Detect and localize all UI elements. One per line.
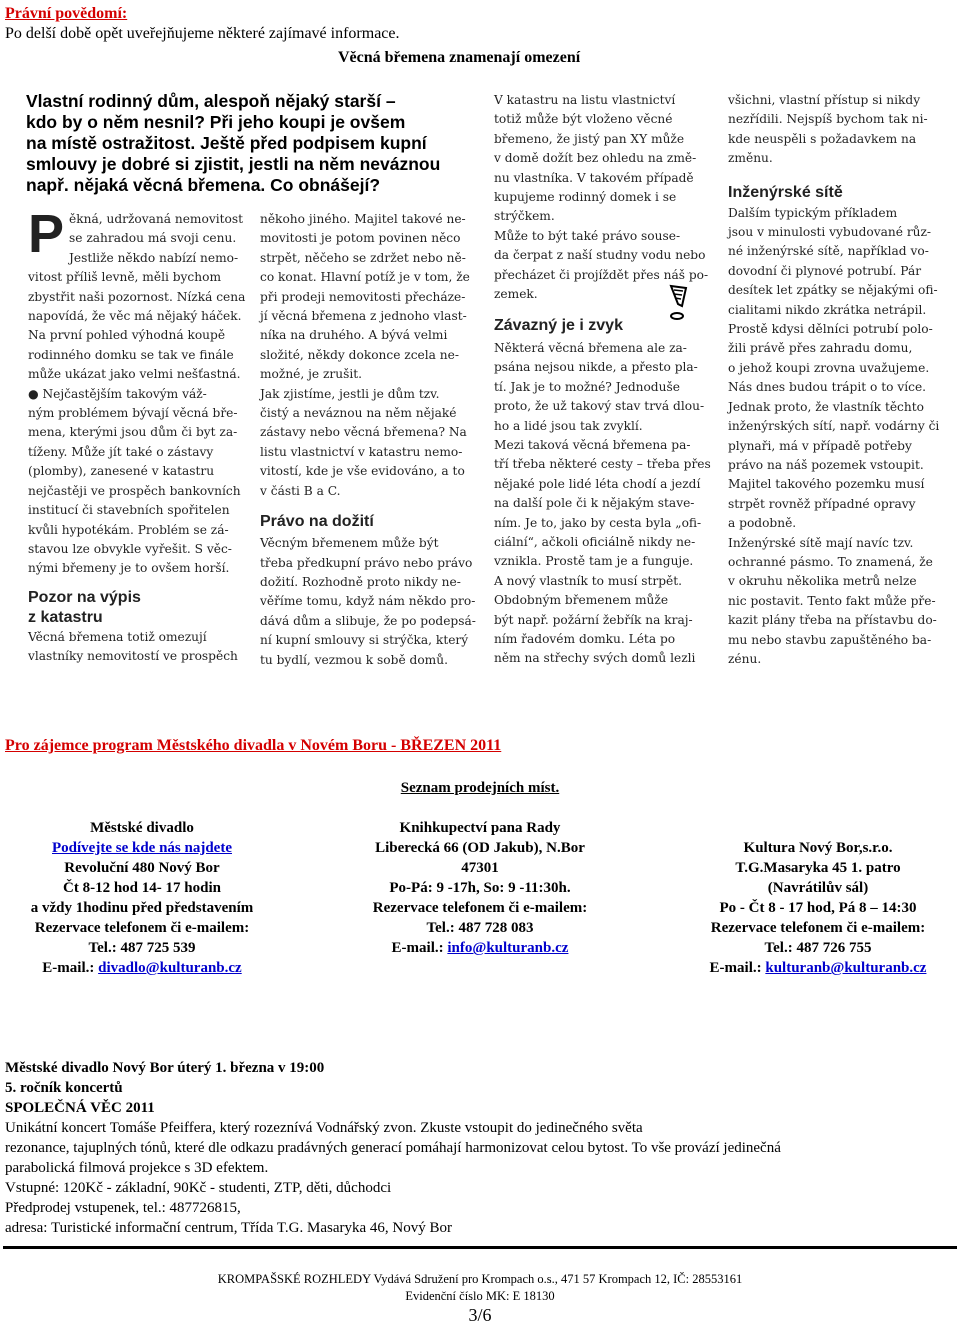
clipping-column-3 [494,91,714,669]
event-text-line: parabolická filmová projekce s 3D efektem. [5,1160,269,1176]
clipping-column-4 [728,91,946,669]
text-line: nezřídili. Nejspíš bychom tak ni- [728,112,928,127]
text-line: v části B a C. [260,483,341,498]
text-line: ho a lidé jsou tak zvyklí. [494,418,643,433]
headline-line: např. nějaká věcná břemena. Co obnášejí? [26,175,381,195]
footer [0,1271,960,1305]
text-line: v domě dožít bez ohledu na změ- [494,151,697,166]
text-line: na další pole či k nějakým stave- [494,496,695,511]
text-line: rodinného domku se tak ve finále [28,347,234,362]
outlet-line: Revoluční 480 Nový Bor [64,860,220,876]
text-line: Obdobným břemenem může [494,593,669,608]
text-line: A nový vlastník to musí strpět. [494,573,683,588]
text-line: přecházet či projíždět přes náš po- [494,267,709,282]
subhead-zvyk-wrap [494,316,714,336]
email-link-knihkupectvi[interactable]: info@kulturanb.cz [447,940,569,956]
text-line: cialitami nikdo zkrátka netrápil. [728,302,927,317]
outlet-line: Tel.: 487 725 539 [88,940,196,956]
text-line: ním řadovém domku. Léta po [494,631,676,646]
event-block [5,1058,955,1238]
outlet-email-line [676,958,960,978]
text-line: nými břemeny je to ovšem horší. [28,561,230,576]
email-link-divadlo[interactable]: divadlo@kulturanb.cz [98,960,242,976]
outlet-email-line [0,958,284,978]
clipping-column-1 [28,204,248,667]
text-line: nic postavit. Tento fakt může pře- [728,593,936,608]
newspaper-clipping [0,80,960,700]
text-line: plynaři, má v případě potřeby [728,438,912,453]
text-line: vlastníky nemovitostí ve prospěch [28,649,238,664]
headline-line: na místě ostražitost. Ještě před podpisem kupní [26,133,427,153]
text-line: Na první pohled výhodná koupě [28,328,226,343]
outlet-email-line [320,938,640,958]
text-line: ochranné pásmo. To znamená, že [728,554,933,569]
text-line: strpět, něčeho se zdržet nebo ně- [260,250,466,265]
text-line: kde neuspěli s požadavkem na [728,131,917,146]
text-line: kupujeme rodinný domek i se [494,190,677,205]
text-line: napovídá, že věc má nějaký háček. [28,309,242,324]
text-line: níka na druhého. A bývá velmi [260,328,448,343]
text-line: (plomby), zanesené v katastru [28,464,215,479]
text-line: ● Nejčastějším takovým váž- [28,386,207,401]
text-line: institucí či stavebních spořitelen [28,503,230,518]
text-line: vitost příliš levně, měli bychom [28,270,221,285]
text-line: stavou lze obvykle vyřešit. S věc- [28,541,232,556]
text-line: listu vlastnictví v katastru nemo- [260,444,463,459]
footer-registration: Evidenční číslo MK: E 18130 [405,1289,555,1303]
outlet-line: Tel.: 487 728 083 [426,920,534,936]
clipping-column-2 [260,210,480,670]
text-line: ní kupní smlouvy si strýčka, který [260,633,469,648]
text-line: složité, někdy dokonce zcela ne- [260,347,459,362]
outlet-knihkupectvi [320,818,640,958]
text-line: v okruhu několika metrů nelze [728,574,917,589]
subhead-pozor [28,588,248,628]
subhead-inzenyrske: Inženýrské sítě [728,183,843,201]
text-line: da čerpat z naší studny vodu nebo [494,248,706,263]
text-line: Mezi taková věcná břemena pa- [494,437,691,452]
text-line: kvůli hypotékám. Problém se zá- [28,522,229,537]
text-line: zbystřit naši pozornost. Nízká cena [28,289,246,304]
text-line: ciální“, ačkoli oficiálně nikdy ne- [494,534,696,549]
text-line: nějaké pole lidé léta chodí a jezdí [494,476,701,491]
text-line: Prostě kdysi dělníci potrubí polo- [728,322,933,337]
text-line: o jehož koupi zrovna uvažujeme. [728,360,930,375]
outlet-line: Liberecká 66 (OD Jakub), N.Bor [375,840,585,856]
event-venue-date: Městské divadlo Nový Bor úterý 1. března v 19:00 [5,1060,325,1076]
program-title: Pro zájemce program Městského divadla v Novém Boru - BŘEZEN 2011 [5,737,502,754]
text-line: tu bydlí, vezmou k sobě domů. [260,652,448,667]
text-line: Jestliže někdo nabízí nemo- [69,250,239,265]
footer-publisher: KROMPAŠSKÉ ROZHLEDY Vydává Sdružení pro Krompach o.s., 471 57 Krompach 12, IČ: 28553161 [217,1272,743,1286]
page-number: 3/6 [468,1305,492,1325]
subhead-line: z katastru [28,608,103,626]
text-line: věříme tomu, když nám někdo pro- [260,594,476,609]
event-text-line: rezonance, tajuplných tónů, které dle odkazu pradávných generací pomáhají harmonizovat celou bytost. To vše provází jedinečná [5,1140,781,1156]
headline-line: smlouvy je dobré si zjistit, jestli na něm neváznou [26,154,441,174]
outlet-line: Rezervace telefonem či e-mailem: [34,920,250,936]
text-line: zénu. [728,651,762,666]
text-line: kazit plány třeba na přístavbu do- [728,613,937,628]
text-line: tí. Jak je to možné? Jednoduše [494,379,680,394]
text-line: proto, že už takový stav trvá dlou- [494,399,705,414]
text-line: může ukázat jako velmi nešťastná. [28,367,241,382]
text-line: jsou v minulosti vybudované růz- [728,225,932,240]
text-line: strýčkem. [494,209,555,224]
event-text-line: adresa: Turistické informační centrum, Třída T.G. Masaryka 46, Nový Bor [5,1220,452,1236]
headline-line: kdo by o něm nesnil? Při jeho koupi je ovšem [26,112,406,132]
event-text-line: Vstupné: 120Kč - základní, 90Kč - studenti, ZTP, děti, důchodci [5,1180,392,1196]
subhead-line: Pozor na výpis [28,588,141,606]
outlet-line: Rezervace telefonem či e-mailem: [710,920,926,936]
text-line: psána nejsou nikde, a přesto pla- [494,360,698,375]
text-line: né inženýrské sítě, například vo- [728,244,929,259]
text-line: ním. Je to, jako by cesta byla „ofi- [494,515,702,530]
section-title: Právní povědomí: [5,5,128,22]
event-text-line: Unikátní koncert Tomáše Pfeiffera, který rozeznívá Vodnářský zvon. Zkuste vstoupit do jedinečného světa [5,1120,643,1136]
text-line: Některá věcná břemena ale za- [494,340,687,355]
headline-line: Vlastní rodinný dům, alespoň nějaký starší – [26,91,396,111]
text-line: V katastru na listu vlastnictví [494,93,676,107]
outlet-line: Po - Čt 8 - 17 hod, Pá 8 – 14:30 [719,900,917,916]
text-line: dovodní či plynové potrubí. Pár [728,263,922,278]
text-line: desítek let zpátky se nějakými ofi- [728,283,938,298]
text-line: zástavy nebo věcná břemena? Na [260,425,467,440]
outlet-divadlo [0,818,284,978]
text-line: Jednak proto, že vlastník těchto [728,399,924,414]
text-line: se zahradou má svoji cenu. [69,231,237,246]
text-line: totiž může být vloženo věcné [494,112,673,127]
text-line: ným problémem bývají věcná bře- [28,406,238,421]
text-line: dožití. Rozhodně proto nikdy ne- [260,574,461,589]
outlet-line: (Navrátilův sál) [767,880,869,896]
text-line: Majitel takového pozemku musí [728,477,925,492]
text-line: břemeno, že jistý pan XY může [494,131,685,146]
article-title: Věcná břemena znamenají omezení [338,49,581,66]
email-link-kultura[interactable]: kulturanb@kulturanb.cz [765,960,927,976]
text-line: Nás dnes budou trápit o to více. [728,380,927,395]
footer-divider [3,1246,957,1249]
text-line: dává dům a slibuje, že po podepsá- [260,613,476,628]
hand-drawn-illustration [666,284,692,324]
clipping-headline [26,91,486,196]
text-line: možné, je zrušit. [260,367,363,382]
text-line: mena, kterými jsou dům či byt za- [28,425,238,440]
event-name: SPOLEČNÁ VĚC 2011 [5,1100,155,1116]
outlet-line: Knihkupectví pana Rady [399,820,561,836]
text-line: Dalším typickým příkladem [728,205,898,220]
outlet-line: Rezervace telefonem či e-mailem: [372,900,588,916]
sales-points-title: Seznam prodejních míst. [400,780,560,796]
email-label: E-mail.: [42,960,99,976]
text-line: žili právě přes zahradu domu, [728,341,913,356]
text-line: inženýrských sítí, např. vodárny či [728,419,940,434]
find-us-link[interactable]: Podívejte se kde nás najdete [52,840,232,856]
text-line: něm na střechy svých domů lezli [494,651,696,666]
outlet-line: Kultura Nový Bor,s.r.o. [743,840,893,856]
text-line: třeba předkupní právo nebo právo [260,555,473,570]
text-line: ěkná, udržovaná nemovitost [69,212,243,226]
text-line: movitosti je potom povinen něco [260,231,461,246]
text-line: jí věcná břemena z jednoho vlast- [260,309,467,324]
subhead-zvyk: Závazný je i zvyk [494,317,623,335]
text-line: Jak zjistíme, jestli je dům tzv. [260,386,440,401]
text-line: Může to být také právo souse- [494,228,681,243]
text-line: Věcným břemenem může být [260,536,439,551]
text-line: mu nebo stavbu zapuštěného ba- [728,632,932,647]
text-line: vznikla. Prostě tam je a funguje. [494,554,694,569]
text-line: tří třeba některé cesty – třeba přes [494,457,711,472]
outlet-line: a vždy 1hodinu před představením [30,900,254,916]
outlet-line: 47301 [461,860,499,876]
text-line: vitostí, kde je vše evidováno, a to [260,464,465,479]
event-edition: 5. ročník koncertů [5,1080,123,1096]
text-line: právo na náš pozemek vstoupit. [728,457,924,472]
text-line: co konat. Hlavní potíž je v tom, že [260,270,470,285]
text-line: všichni, vlastní přístup si nikdy [728,93,921,107]
outlet-kultura [676,838,960,978]
text-line: změnu. [728,151,773,166]
subhead-pravo: Právo na dožití [260,513,374,531]
text-line: nejčastěji ve prospěch bankovních [28,483,241,498]
text-line: čistý a neváznou na něm nějaké [260,406,457,421]
text-line: nu vlastníka. V takovém případě [494,170,694,185]
text-line: strpět rovněž případné opravy [728,496,916,511]
text-line: při prodeji nemovitosti přecháze- [260,289,466,304]
outlet-line: T.G.Masaryka 45 1. patro [735,860,901,876]
outlet-line: Tel.: 487 726 755 [764,940,872,956]
text-line: Věcná břemena totiž omezují [28,629,207,644]
text-line: zemek. [494,287,538,302]
email-label: E-mail.: [709,960,766,976]
text-line: tíženy. Může jít také o zástavy [28,444,214,459]
drop-cap: P [28,204,65,264]
event-text-line: Předprodej vstupenek, tel.: 487726815, [5,1200,241,1216]
text-line: být např. požární žebřík na kraj- [494,612,693,627]
outlet-line: Městské divadlo [90,820,194,836]
text-line: Inženýrské sítě mají navíc tzv. [728,535,914,550]
intro-text: Po delší době opět uveřejňujeme některé zajímavé informace. [5,25,400,42]
outlet-line: Po-Pá: 9 -17h, So: 9 -11:30h. [389,880,571,896]
outlet-line: Čt 8-12 hod 14- 17 hodin [63,880,221,896]
text-line: někoho jiného. Majitel takové ne- [260,212,466,226]
text-line: a podobně. [728,516,797,531]
email-label: E-mail.: [391,940,448,956]
